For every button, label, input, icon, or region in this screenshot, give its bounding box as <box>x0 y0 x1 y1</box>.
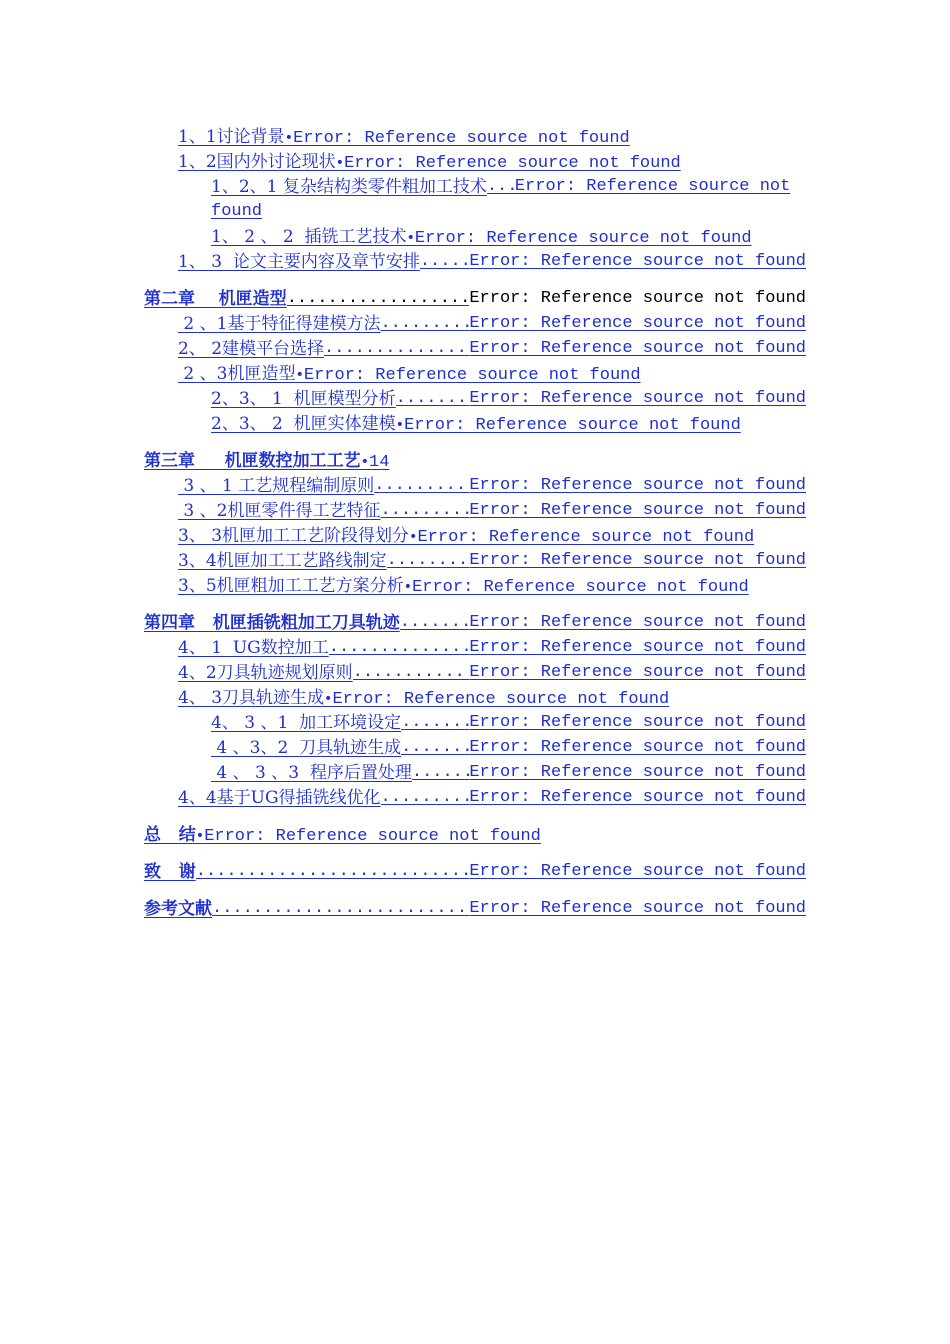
toc-entry-2-2[interactable]: 2、 2建模平台选择 ..... Error: Reference source not found <box>178 338 806 360</box>
toc-acknowledgements[interactable]: 致 谢 ..... Error: Reference source not found <box>144 861 806 883</box>
dot-leader <box>420 251 470 273</box>
tab-marker-icon: • <box>324 691 333 707</box>
dot-leader <box>381 787 470 809</box>
toc-page-ref: Error: Reference source not found <box>332 690 670 709</box>
toc-page-ref: Error: Reference source not found <box>404 416 741 435</box>
toc-entry-3-1[interactable]: 3 、 1 工艺规程编制原则 ..... Error: Reference source not found <box>178 475 806 497</box>
toc-chapter-3[interactable]: 第三章 机匣数控加工工艺•14 <box>144 451 390 472</box>
dot-leader <box>353 662 470 684</box>
toc-entry-1-1[interactable]: 1、1讨论背景•Error: Reference source not found <box>178 127 630 148</box>
toc-entry-4-3-2[interactable]: 4 、3、2 刀具轨迹生成 ..... Error: Reference source not found <box>211 737 806 759</box>
toc-chapter-2[interactable]: 第二章 机匣造型 ..... Error: Reference source not found <box>144 288 806 310</box>
tab-marker-icon: • <box>409 529 418 545</box>
dot-leader <box>196 861 470 883</box>
toc-entry-3-5[interactable]: 3、5机匣粗加工工艺方案分析•Error: Reference source not found <box>178 576 749 597</box>
toc-entry-4-3-3[interactable]: 4 、 3 、3 程序后置处理 ..... Error: Reference source not found <box>211 762 806 784</box>
toc-chapter-4[interactable]: 第四章 机匣插铣粗加工刀具轨迹 ..... Error: Reference source not found <box>144 612 806 634</box>
toc-page-ref: Error: Reference source not found <box>469 613 806 632</box>
tab-marker-icon: • <box>403 579 413 595</box>
toc-entry-4-3[interactable]: 4、 3刀具轨迹生成•Error: Reference source not found <box>178 688 670 709</box>
tab-marker-icon: • <box>195 828 205 844</box>
toc-page-ref: Error: Reference source not found <box>469 339 806 358</box>
toc-page-ref: Error: Reference source not found <box>469 289 806 308</box>
toc-page-ref: Error: Reference source not found <box>469 899 806 918</box>
dot-leader <box>212 898 469 920</box>
toc-entry-2-3[interactable]: 2 、3机匣造型•Error: Reference source not found <box>178 364 641 385</box>
toc-page-ref: Error: Reference source not found <box>469 252 806 271</box>
dot-leader <box>380 313 469 335</box>
toc-entry-1-2-2[interactable]: 1、 2 、 2 插铣工艺技术•Error: Reference source not found <box>211 227 752 248</box>
toc-entry-3-2[interactable]: 3 、2机匣零件得工艺特征 ..... Error: Reference source not found <box>178 500 806 522</box>
dot-leader <box>329 637 470 659</box>
toc-entry-1-2-1-cont[interactable] <box>211 201 262 223</box>
toc-page-ref: Error: Reference source not found <box>414 229 752 248</box>
toc-page-ref: Error: Reference source not found <box>469 738 806 757</box>
tab-marker-icon: • <box>360 454 370 470</box>
tab-marker-icon: • <box>284 130 294 146</box>
dot-leader <box>287 288 470 310</box>
toc-entry-2-1[interactable]: 2 、1基于特征得建模方法 ..... Error: Reference source not found <box>178 313 806 335</box>
toc-page-ref: Error: Reference source not found <box>303 366 641 385</box>
toc-entry-2-3-2[interactable]: 2、3、 2 机匣实体建模•Error: Reference source not found <box>211 414 741 435</box>
tab-marker-icon: • <box>395 417 405 433</box>
toc-page-ref: Error: Reference source not found <box>293 129 630 148</box>
toc-entry-4-3-1[interactable]: 4、 3 、1 加工环境设定 ..... Error: Reference source not found <box>211 712 806 734</box>
toc-entry-4-4[interactable]: 4、4基于UG得插铣线优化 ..... Error: Reference source not found <box>178 787 806 809</box>
tab-marker-icon: • <box>335 155 345 171</box>
toc-page-ref: Error: Reference source not found <box>469 663 806 682</box>
toc-entry-1-3[interactable]: 1、 3 论文主要内容及章节安排 ..... Error: Reference source not found <box>178 251 806 273</box>
toc-page-ref-cont: found <box>211 202 263 221</box>
toc-page-ref: 14 <box>369 453 390 472</box>
toc-page-ref: Error: Reference source not found <box>469 389 806 408</box>
toc-page-ref: Error: Reference source not found <box>469 501 806 520</box>
toc-entry-3-3[interactable]: 3、 3机匣加工工艺阶段得划分•Error: Reference source not found <box>178 526 755 547</box>
toc-page-ref: Error: Reference source not found <box>417 528 755 547</box>
toc-entry-4-1[interactable]: 4、 1 UG数控加工 ..... Error: Reference source not found <box>178 637 806 659</box>
dot-leader <box>380 500 469 522</box>
dot-leader <box>324 338 469 360</box>
toc-page-ref: Error: Reference source not found <box>204 827 541 846</box>
toc-entry-3-4[interactable]: 3、4机匣加工工艺路线制定 ..... Error: Reference source not found <box>178 550 806 572</box>
toc-entry-1-2[interactable]: 1、2国内外讨论现状•Error: Reference source not found <box>178 152 681 173</box>
toc-page-ref: Error: Reference source not <box>514 177 791 196</box>
toc-summary[interactable]: 总 结•Error: Reference source not found <box>144 825 541 846</box>
tab-marker-icon: • <box>295 367 304 383</box>
toc-page-ref: Error: Reference source not found <box>469 314 806 333</box>
toc-page-ref: Error: Reference source not found <box>469 476 806 495</box>
toc-entry-2-3-1[interactable]: 2、3、 1 机匣模型分析 ..... Error: Reference source not found <box>211 388 806 410</box>
dot-leader <box>401 712 469 734</box>
toc-references[interactable]: 参考文献 ..... Error: Reference source not found <box>144 898 806 920</box>
toc-page-ref: Error: Reference source not found <box>344 154 681 173</box>
toc-entry-4-2[interactable]: 4、2刀具轨迹规划原则 ..... Error: Reference source not found <box>178 662 806 684</box>
toc-page-ref: Error: Reference source not found <box>469 638 806 657</box>
toc-page-ref: Error: Reference source not found <box>412 578 749 597</box>
dot-leader <box>396 388 470 410</box>
toc-page-ref: Error: Reference source not found <box>469 763 806 782</box>
toc-page-ref: Error: Reference source not found <box>469 713 806 732</box>
toc-page-ref: Error: Reference source not found <box>469 551 806 570</box>
dot-leader <box>412 762 469 784</box>
toc-page-ref: Error: Reference source not found <box>469 862 806 881</box>
dot-leader <box>387 550 470 572</box>
tab-marker-icon: • <box>406 230 415 246</box>
toc-page-ref: Error: Reference source not found <box>469 788 806 807</box>
dot-leader <box>487 176 515 198</box>
dot-leader <box>400 612 470 634</box>
toc-entry-1-2-1[interactable]: 1、2、1 复杂结构类零件粗加工技术 ..... Error: Reference source not <box>211 176 806 198</box>
dot-leader <box>401 737 469 759</box>
dot-leader <box>374 475 469 497</box>
